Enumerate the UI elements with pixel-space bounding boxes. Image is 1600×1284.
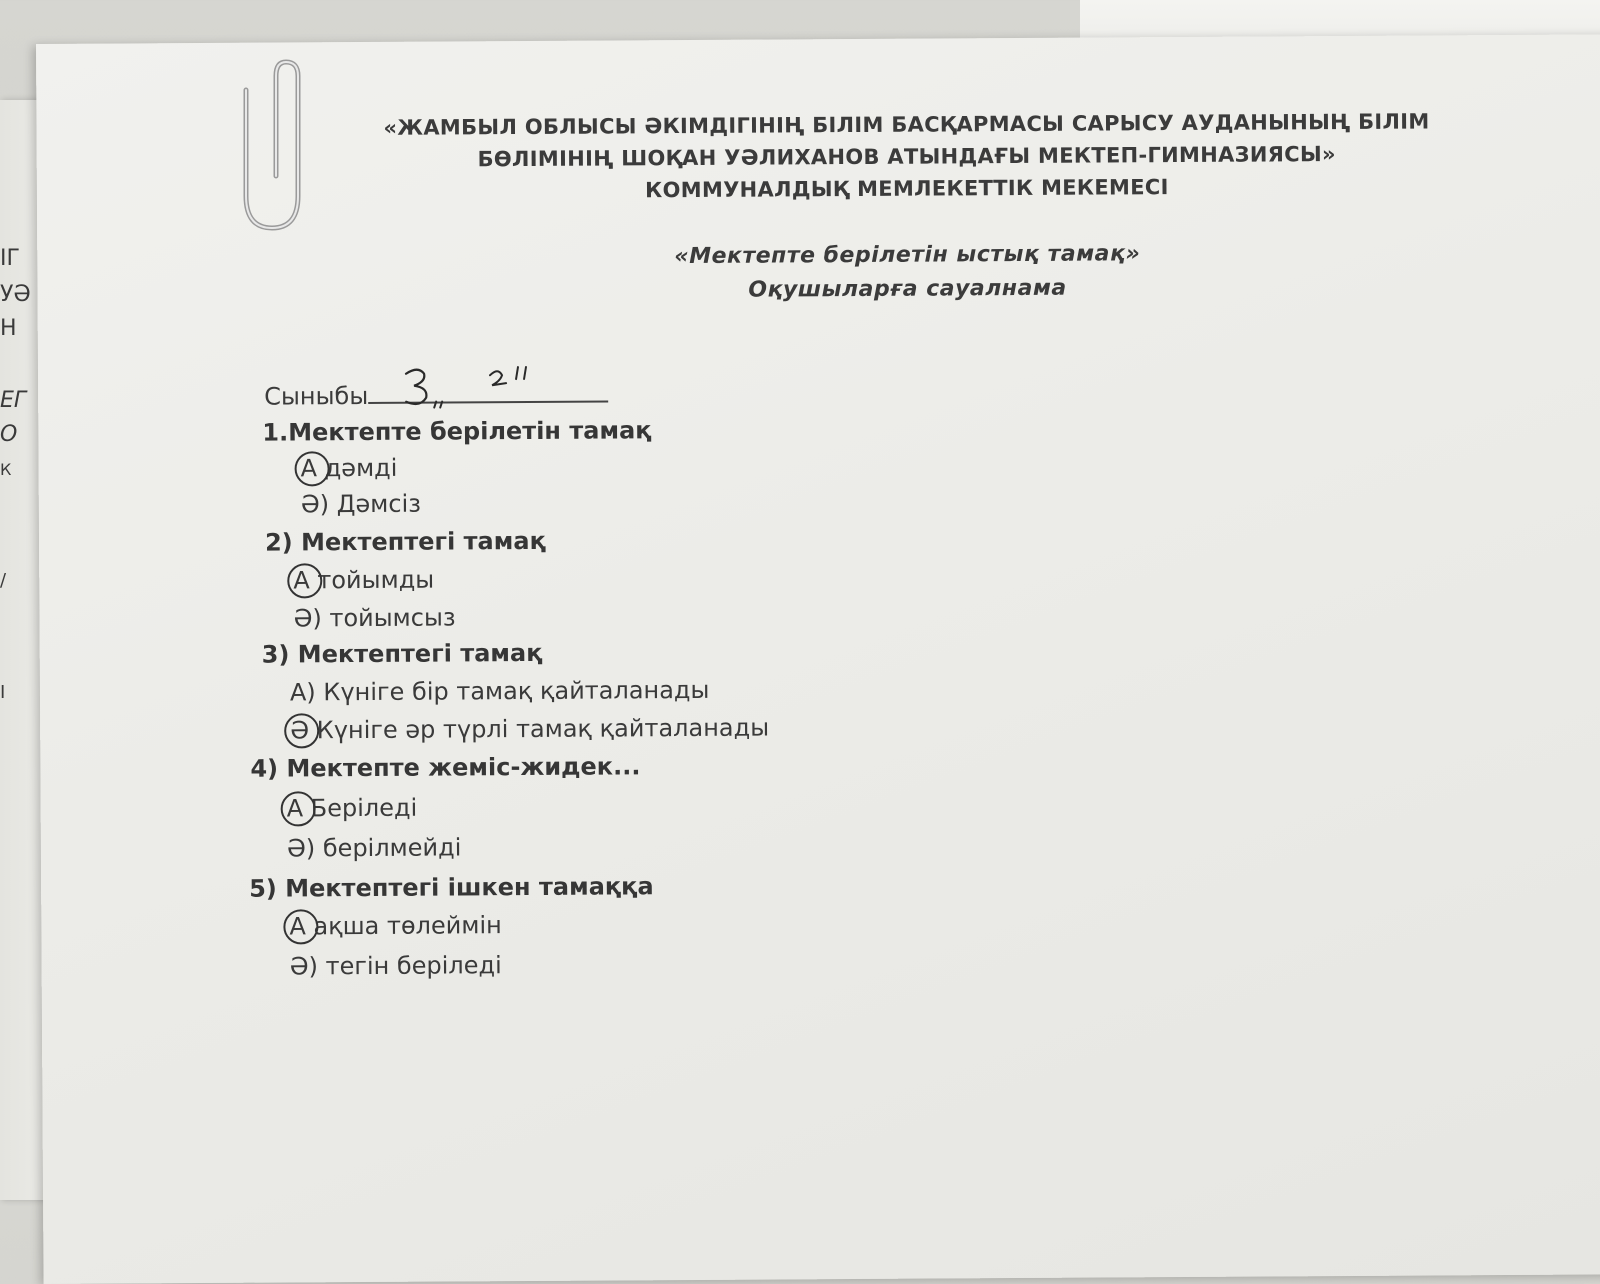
option-letter: Ә)	[289, 952, 318, 981]
option-4a	[287, 794, 418, 823]
circled-letter: А	[289, 912, 306, 940]
school-header	[336, 105, 1477, 208]
answer-circle	[283, 909, 318, 944]
underlying-page-text	[0, 0, 40, 1200]
option-text: Дәмсіз	[336, 489, 422, 519]
option-letter: Ә)	[300, 490, 330, 519]
option-text: Күніге әр түрлі тамақ қайталанады	[316, 713, 770, 745]
answer-circle	[287, 563, 322, 598]
option-text: тегін беріледі	[325, 951, 502, 981]
option-1a	[301, 454, 398, 483]
header-line-3: КОММУНАЛДЫҚ МЕМЛЕКЕТТІК МЕКЕМЕСІ	[645, 175, 1169, 203]
question-2: 2) Мектептегі тамақ	[264, 526, 546, 557]
edge-fragment: О	[0, 422, 18, 447]
option-3a	[290, 676, 710, 707]
option-4b	[287, 833, 462, 862]
option-text: дәмді	[324, 453, 398, 483]
option-letter: Ә)	[293, 604, 322, 633]
header-line-1: «ЖАМБЫЛ ОБЛЫСЫ ӘКІМДІГІНІҢ БІЛІМ БАСҚАРМАСЫ САРЫСУ АУДАНЫНЫҢ БІЛІМ	[383, 109, 1430, 140]
option-letter: Ә)	[286, 834, 316, 863]
answer-circle	[284, 713, 319, 748]
handwritten-class-value	[400, 361, 600, 422]
option-text: тойымсыз	[329, 603, 456, 633]
option-letter: А)	[289, 678, 316, 707]
circled-letter: Ә	[290, 716, 309, 744]
answer-circle	[281, 791, 316, 826]
option-2a	[293, 566, 434, 595]
question-5: 5) Мектептегі ішкен тамаққа	[249, 872, 654, 903]
edge-fragment: К	[0, 460, 12, 479]
survey-title-block	[597, 237, 1217, 309]
class-label: Сыныбы	[264, 381, 369, 411]
survey-title: «Мектепте берілетін ыстық тамақ»	[674, 241, 1141, 270]
option-5b	[290, 951, 502, 980]
edge-fragment: УӘ	[0, 282, 31, 307]
circled-letter: А	[293, 566, 310, 594]
question-1: 1.Мектепте берілетін тамақ	[262, 416, 652, 447]
paperclip-icon	[232, 56, 312, 236]
option-3b	[290, 714, 769, 745]
question-4: 4) Мектепте жеміс-жидек...	[250, 752, 641, 783]
answer-circle	[294, 451, 329, 486]
circled-letter: А	[301, 454, 318, 482]
survey-subtitle: Оқушыларға сауалнама	[748, 275, 1067, 303]
option-text: Беріледі	[310, 793, 418, 823]
edge-fragment: ЕГ	[0, 388, 27, 413]
option-2b	[293, 603, 455, 632]
option-text: Күніге бір тамақ қайталанады	[323, 675, 710, 707]
option-text: берілмейді	[322, 833, 462, 863]
edge-fragment: Н	[0, 316, 17, 341]
option-5a	[289, 911, 502, 940]
question-3: 3) Мектептегі тамақ	[261, 638, 543, 669]
circled-letter: А	[287, 794, 304, 822]
edge-fragment: ІГ	[0, 246, 20, 271]
option-text: ақша төлеймін	[313, 911, 502, 941]
header-line-2: БӨЛІМІНІҢ ШОҚАН УӘЛИХАНОВ АТЫНДАҒЫ МЕКТЕП-ГИМНАЗИЯСЫ»	[477, 142, 1336, 172]
edge-fragment: /	[0, 570, 7, 591]
option-1b	[301, 490, 421, 519]
option-text: тойымды	[317, 565, 435, 595]
edge-fragment: І	[0, 682, 6, 703]
